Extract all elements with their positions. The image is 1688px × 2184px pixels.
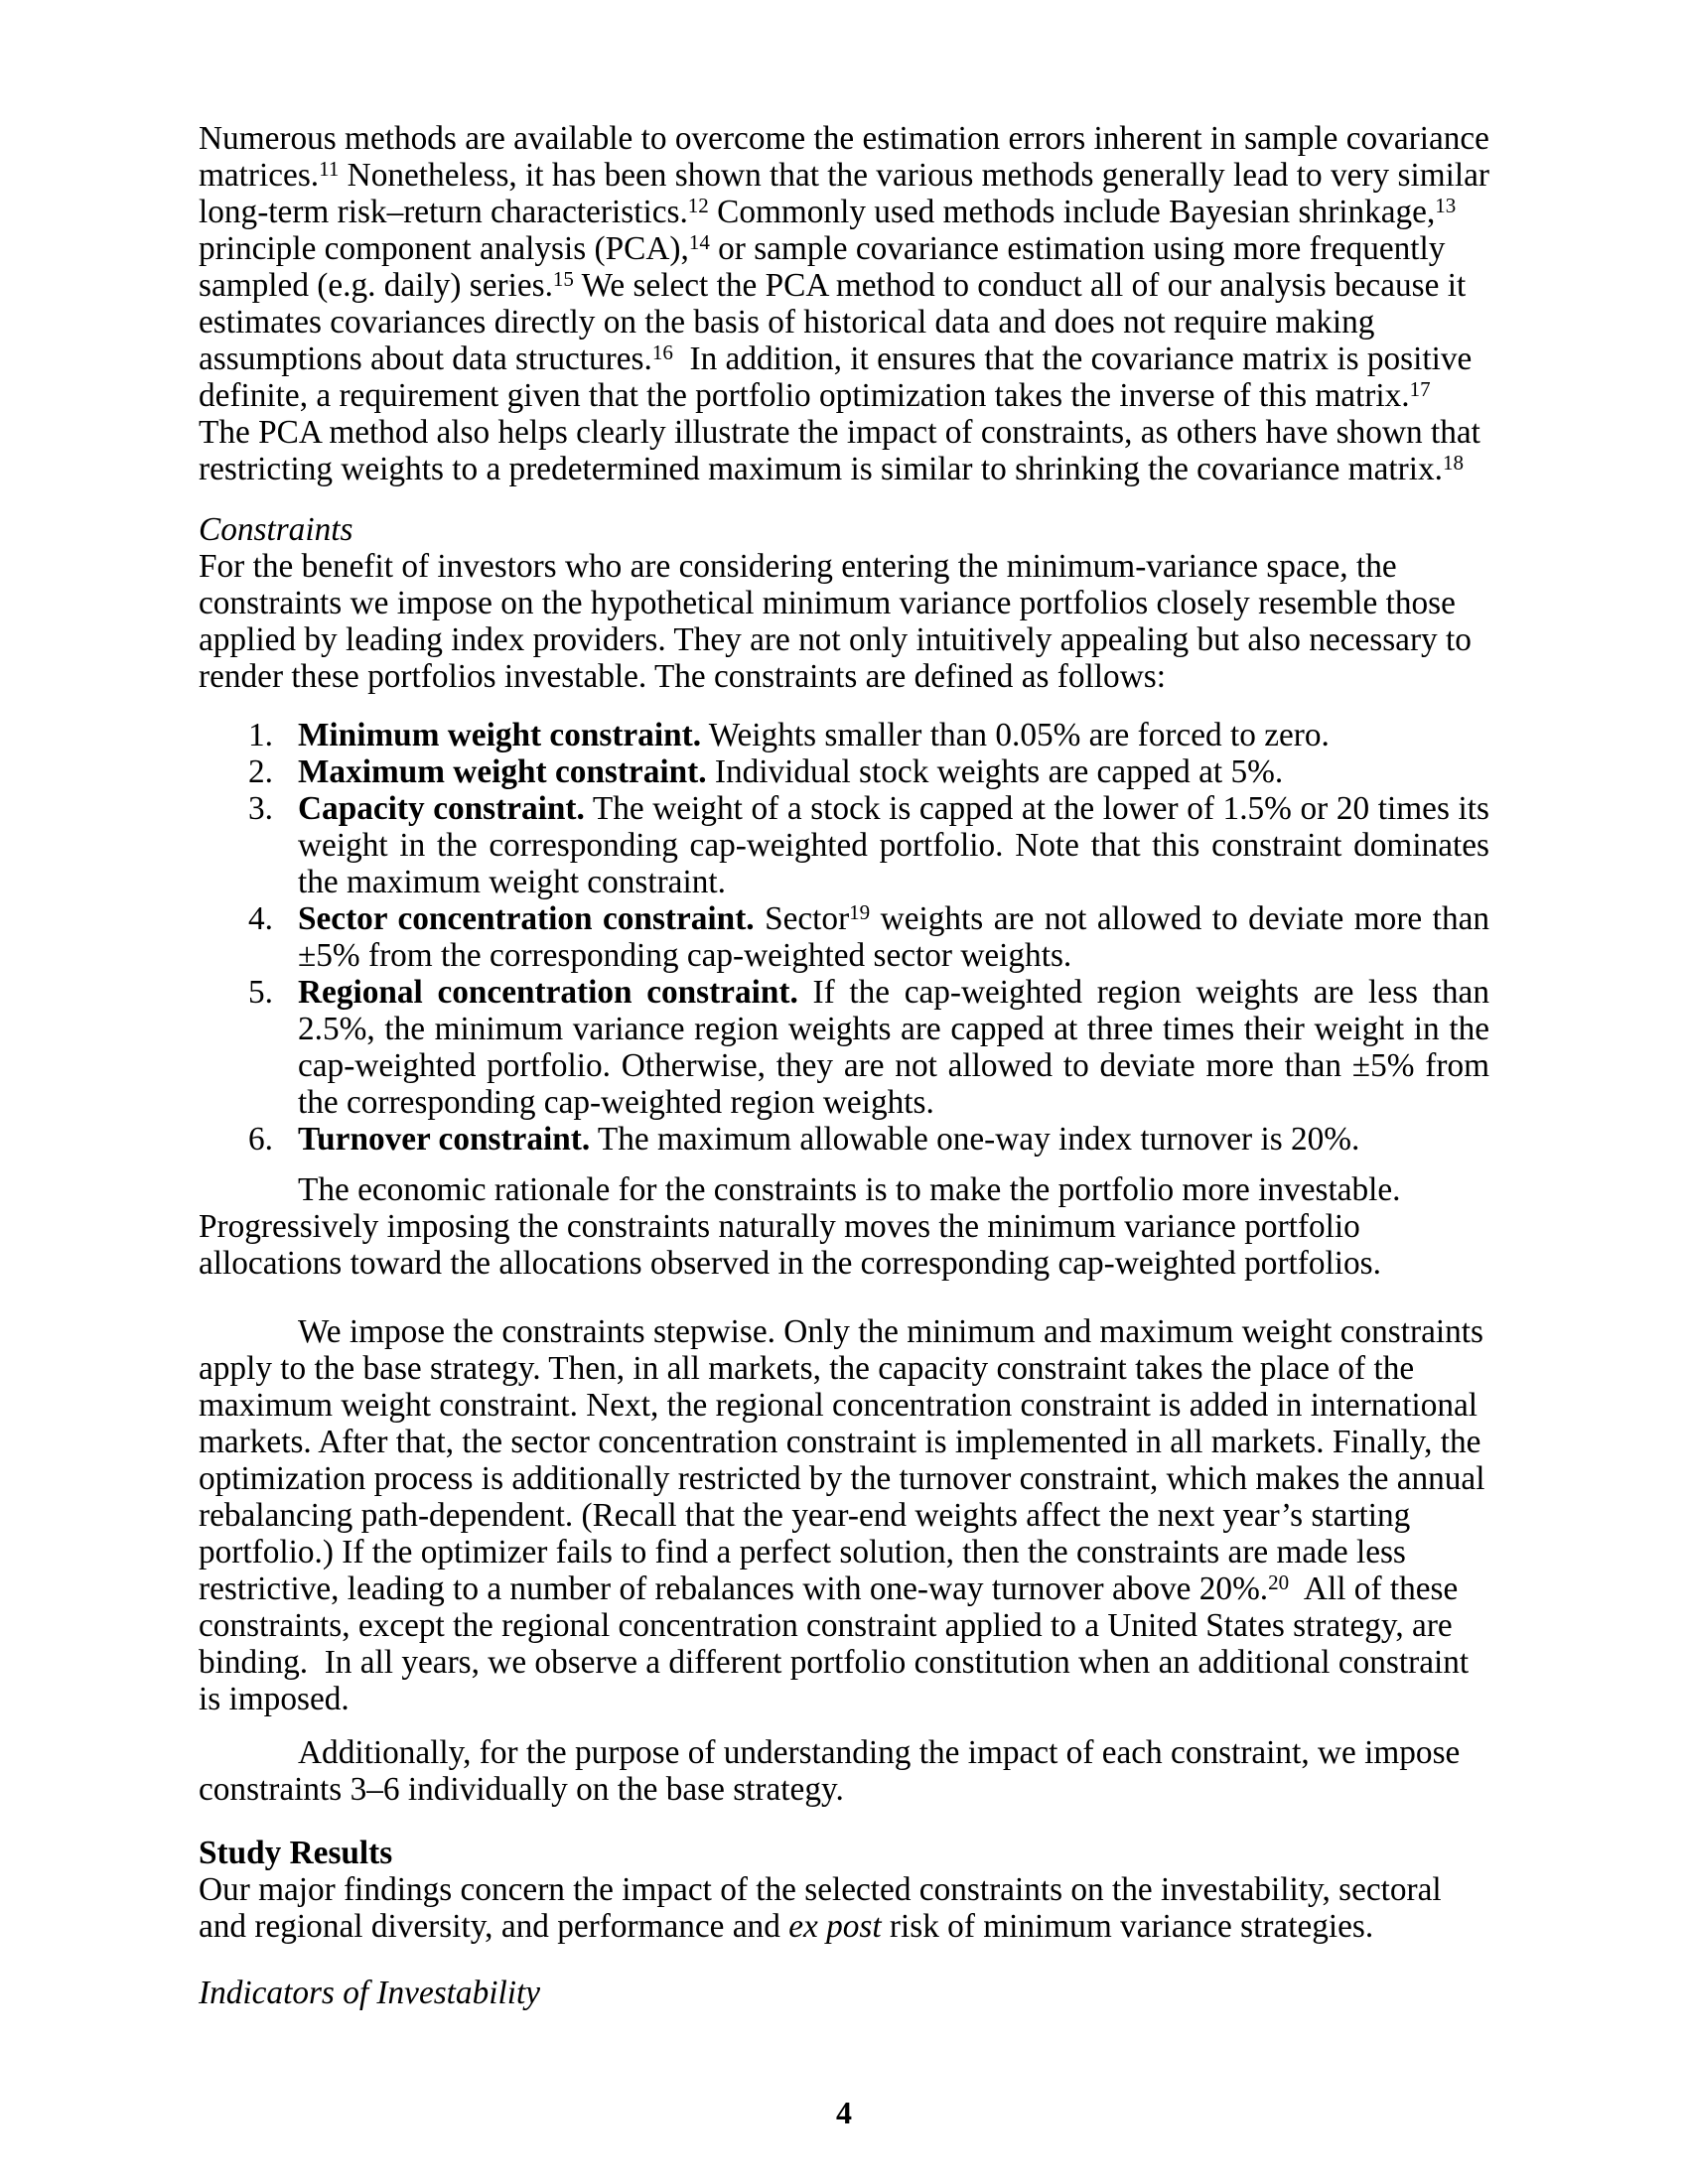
text-run: In addition, it ensures that the covariance matrix is positive definite, a requirement given that the portfolio optimization takes the inverse of this matrix. bbox=[199, 341, 1473, 414]
text-run: Numerous methods are available to overcome the estimation errors inherent in sample covariance matrices. bbox=[199, 120, 1489, 194]
paragraph bbox=[199, 1734, 1489, 1808]
text-run: or sample covariance estimation using more frequently sampled (e.g. daily) series. bbox=[199, 230, 1446, 304]
paragraph bbox=[199, 120, 1489, 487]
list-item-number: 3. bbox=[248, 790, 273, 827]
footnote-ref: 13 bbox=[1435, 193, 1457, 217]
text-run: Maximum weight constraint. bbox=[298, 753, 707, 790]
text-run: For the benefit of investors who are considering entering the minimum-variance space, the constraints we impose on the hypothetical minimum variance portfolios closely resemble those applied by leading index providers. They are not only intuitively appealing but also necessary to render these portfolios investable. The constraints are defined as follows: bbox=[199, 548, 1472, 695]
list-item bbox=[199, 753, 1489, 790]
section-heading bbox=[199, 1835, 1489, 1871]
text-run: Regional concentration constraint. bbox=[298, 974, 798, 1011]
text-run: Our major findings concern the impact of the selected constraints on the investability, sectoral and regional diversity, and performance and bbox=[199, 1871, 1442, 1945]
footnote-ref: 14 bbox=[688, 229, 710, 254]
footnote-ref: 12 bbox=[687, 193, 709, 217]
text-run: Nonetheless, it has been shown that the various methods generally lead to very similar long-term risk–return characteristics. bbox=[199, 157, 1489, 230]
text-run: Commonly used methods include Bayesian shrinkage, bbox=[708, 194, 1436, 230]
text-run: Capacity constraint. bbox=[298, 790, 585, 827]
text-run: weights are not allowed to deviate more than ±5% from the corresponding cap-weighted sector weights. bbox=[298, 900, 1490, 974]
text-run: Turnover constraint. bbox=[298, 1121, 591, 1158]
footnote-ref: 17 bbox=[1409, 376, 1431, 401]
paragraph bbox=[199, 548, 1489, 695]
text-run: Individual stock weights are capped at 5%. bbox=[706, 753, 1284, 790]
text-run: Minimum weight constraint. bbox=[298, 717, 702, 753]
footnote-ref: 11 bbox=[319, 156, 340, 181]
list-item-number: 2. bbox=[248, 753, 273, 790]
list-item bbox=[199, 1121, 1489, 1158]
text-run: ex post bbox=[788, 1908, 882, 1945]
document-content bbox=[199, 120, 1489, 2011]
text-run: We select the PCA method to conduct all of our analysis because it estimates covariances directly on the basis of historical data and does not require making assumptions about data structures. bbox=[199, 267, 1467, 377]
list-item bbox=[199, 717, 1489, 753]
text-run: If the cap-weighted region weights are less than 2.5%, the minimum variance region weights are capped at three times their weight in the cap-weighted portfolio. Otherwise, they are not allowed to deviate more than ±5% from the corresponding cap-weighted region weights. bbox=[298, 974, 1489, 1121]
footnote-ref: 16 bbox=[651, 340, 673, 364]
text-run: Sector bbox=[754, 900, 850, 937]
footnote-ref: 19 bbox=[849, 899, 871, 924]
text-run: The economic rationale for the constraints is to make the portfolio more investable. Progressively imposing the constraints naturally moves the minimum variance portfolio allocations toward the allocations observed in the corresponding cap-weighted portfolios. bbox=[199, 1171, 1401, 1282]
list-item bbox=[199, 790, 1489, 900]
list-item-number: 1. bbox=[248, 717, 273, 753]
text-run: Constraints bbox=[199, 511, 353, 548]
footnote-ref: 20 bbox=[1268, 1570, 1290, 1594]
section-heading bbox=[199, 1975, 1489, 2011]
list-item-number: 4. bbox=[248, 900, 273, 937]
constraints-list bbox=[199, 717, 1489, 1158]
list-item-number: 6. bbox=[248, 1121, 273, 1158]
paragraph bbox=[199, 1171, 1489, 1282]
list-item bbox=[199, 900, 1489, 974]
footnote-ref: 15 bbox=[552, 266, 574, 291]
text-run: We impose the constraints stepwise. Only the minimum and maximum weight constraints apply to the base strategy. Then, in all markets, the capacity constraint takes the place of the maximum weight constraint. Next, the regional concentration constraint is added in international markets. After that, the sector concentration constraint is implemented in all markets. Finally, the optimization process is additionally restricted by the turnover constraint, which makes the annual rebalancing path-dependent. (Recall that the year-end weights affect the next year’s starting portfolio.) If the optimizer fails to find a perfect solution, then the constraints are made less restrictive, leading to a number of rebalances with one-way turnover above 20%. bbox=[199, 1313, 1485, 1607]
text-run: The weight of a stock is capped at the lower of 1.5% or 20 times its weight in the corresponding cap-weighted portfolio. Note that this constraint dominates the maximum weight constraint. bbox=[298, 790, 1489, 900]
list-item-number: 5. bbox=[248, 974, 273, 1011]
paragraph bbox=[199, 1871, 1489, 1945]
text-run: Sector concentration constraint. bbox=[298, 900, 755, 937]
list-item bbox=[199, 974, 1489, 1121]
footnote-ref: 18 bbox=[1442, 450, 1464, 475]
page-number: 4 bbox=[836, 2095, 852, 2130]
text-run: Additionally, for the purpose of understanding the impact of each constraint, we impose constraints 3–6 individually on the base strategy. bbox=[199, 1734, 1461, 1808]
text-run: risk of minimum variance strategies. bbox=[881, 1908, 1374, 1945]
text-run: All of these constraints, except the regional concentration constraint applied to a United States strategy, are binding. In all years, we observe a different portfolio constitution when an additional constraint is imposed. bbox=[199, 1570, 1470, 1717]
section-heading bbox=[199, 511, 1489, 548]
text-run: The PCA method also helps clearly illustrate the impact of constraints, as others have shown that restricting weights to a predetermined maximum is similar to shrinking the covariance matrix. bbox=[199, 377, 1480, 487]
text-run: principle component analysis (PCA), bbox=[199, 230, 689, 267]
paragraph bbox=[199, 1313, 1489, 1717]
text-run: Indicators of Investability bbox=[199, 1975, 541, 2011]
text-run: Study Results bbox=[199, 1835, 393, 1871]
text-run: Weights smaller than 0.05% are forced to zero. bbox=[701, 717, 1330, 753]
text-run: The maximum allowable one-way index turnover is 20%. bbox=[590, 1121, 1360, 1158]
